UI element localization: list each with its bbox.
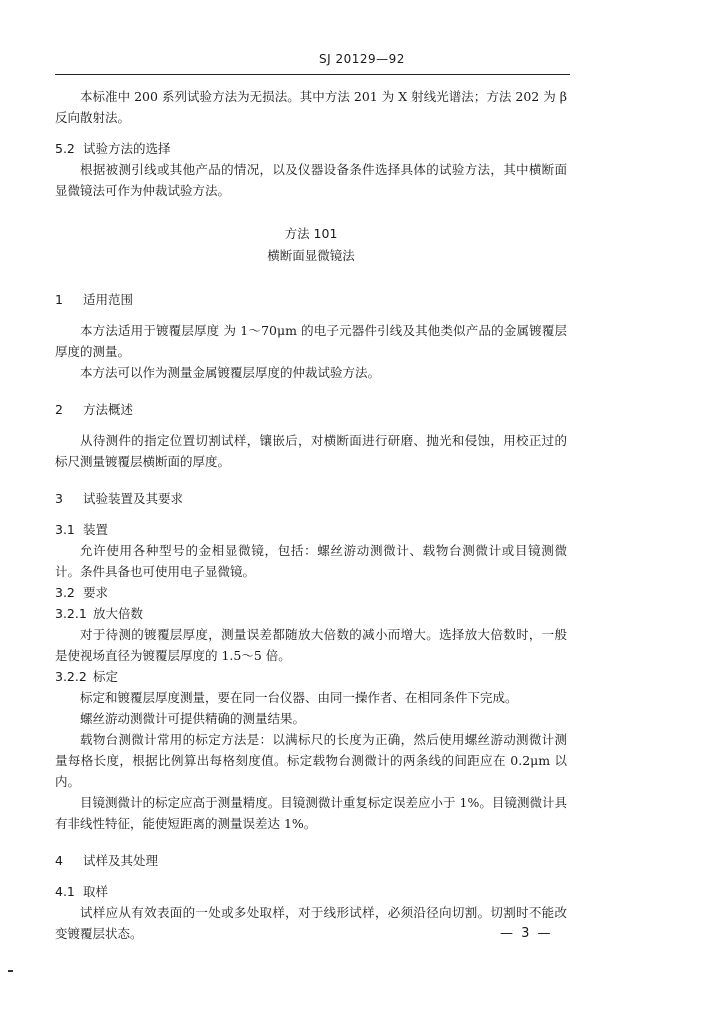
document-body bbox=[55, 86, 567, 944]
intro-paragraph: 本标准中 200 系列试验方法为无损法。其中方法 201 为 X 射线光谱法；方法 202 为 β 反向散射法。 bbox=[55, 89, 567, 125]
section-4-1-heading bbox=[55, 881, 567, 902]
section-number: 3.2.2 bbox=[55, 669, 87, 684]
section-title: 试验装置及其要求 bbox=[82, 491, 183, 506]
section-4-heading bbox=[55, 850, 567, 871]
section-number: 3.2 bbox=[55, 585, 75, 600]
section-number: 4 bbox=[55, 853, 63, 868]
section-title: 装置 bbox=[82, 522, 108, 537]
section-1-paragraph-1: 本方法适用于镀覆层厚度 为 1～70μm 的电子元器件引线及其他类似产品的金属镀覆层厚度的测量。 bbox=[55, 323, 567, 359]
section-1-heading bbox=[55, 289, 567, 310]
section-3-2-2-heading bbox=[55, 666, 567, 687]
section-3-heading bbox=[55, 488, 567, 509]
section-title: 放大倍数 bbox=[92, 606, 143, 621]
section-3-2-2-paragraph-4: 目镜测微计的标定应高于测量精度。目镜测微计重复标定误差应小于 1%。目镜测微计具有非线性特征，能使短距离的测量误差达 1%。 bbox=[55, 795, 567, 831]
section-4-1-paragraph: 试样应从有效表面的一处或多处取样，对于线形试样，必须沿径向切割。切割时不能改变镀覆层状态。 bbox=[55, 905, 567, 941]
section-number: 3 bbox=[55, 491, 63, 506]
section-2-paragraph: 从待测件的指定位置切割试样，镶嵌后，对横断面进行研磨、抛光和侵蚀，用校正过的标尺测量镀覆层横断面的厚度。 bbox=[55, 433, 567, 469]
section-title: 要求 bbox=[82, 585, 108, 600]
section-title: 适用范围 bbox=[82, 292, 133, 307]
section-3-2-2-paragraph-1: 标定和镀覆层厚度测量，要在同一台仪器、由同一操作者、在相同条件下完成。 bbox=[80, 690, 518, 705]
section-3-1-paragraph: 允许使用各种型号的金相显微镜，包括：螺丝游动测微计、载物台测微计或目镜测微计。条件具备也可使用电子显微镜。 bbox=[55, 543, 567, 579]
section-number: 3.1 bbox=[55, 522, 75, 537]
section-5-2-paragraph: 根据被测引线或其他产品的情况，以及仪器设备条件选择具体的试验方法，其中横断面显微镜法可作为仲裁试验方法。 bbox=[55, 162, 567, 198]
standard-code-header: SJ 20129—92 bbox=[319, 52, 405, 66]
section-number: 5.2 bbox=[55, 141, 75, 156]
page-number: — 3 — bbox=[500, 926, 553, 941]
section-title: 试样及其处理 bbox=[82, 853, 158, 868]
section-5-2-heading bbox=[55, 138, 567, 159]
section-number: 3.2.1 bbox=[55, 606, 87, 621]
section-title: 试验方法的选择 bbox=[82, 141, 171, 156]
section-number: 1 bbox=[55, 292, 63, 307]
section-1-paragraph-2: 本方法可以作为测量金属镀覆层厚度的仲裁试验方法。 bbox=[80, 365, 381, 380]
section-3-2-1-heading bbox=[55, 603, 567, 624]
method-subtitle: 横断面显微镜法 bbox=[267, 248, 355, 263]
section-number: 2 bbox=[55, 402, 63, 417]
section-2-heading bbox=[55, 399, 567, 420]
section-number: 4.1 bbox=[55, 884, 75, 899]
section-3-2-2-paragraph-3: 载物台测微计常用的标定方法是：以满标尺的长度为正确，然后使用螺丝游动测微计测量每格长度，根据比例算出每格刻度值。标定载物台测微计的两条线的间距应在 0.2μm 以内。 bbox=[55, 732, 567, 789]
section-title: 方法概述 bbox=[82, 402, 133, 417]
header-rule bbox=[55, 74, 570, 75]
section-title: 取样 bbox=[82, 884, 108, 899]
section-3-2-heading bbox=[55, 582, 567, 603]
section-title: 标定 bbox=[92, 669, 118, 684]
section-3-2-2-paragraph-2: 螺丝游动测微计可提供精确的测量结果。 bbox=[80, 711, 306, 726]
section-3-1-heading bbox=[55, 519, 567, 540]
method-title: 方法 101 bbox=[284, 226, 338, 241]
scan-mark bbox=[8, 970, 13, 972]
section-3-2-1-paragraph: 对于待测的镀覆层厚度，测量误差都随放大倍数的减小而增大。选择放大倍数时，一般是使视场直径为镀覆层厚度的 1.5～5 倍。 bbox=[55, 627, 567, 663]
